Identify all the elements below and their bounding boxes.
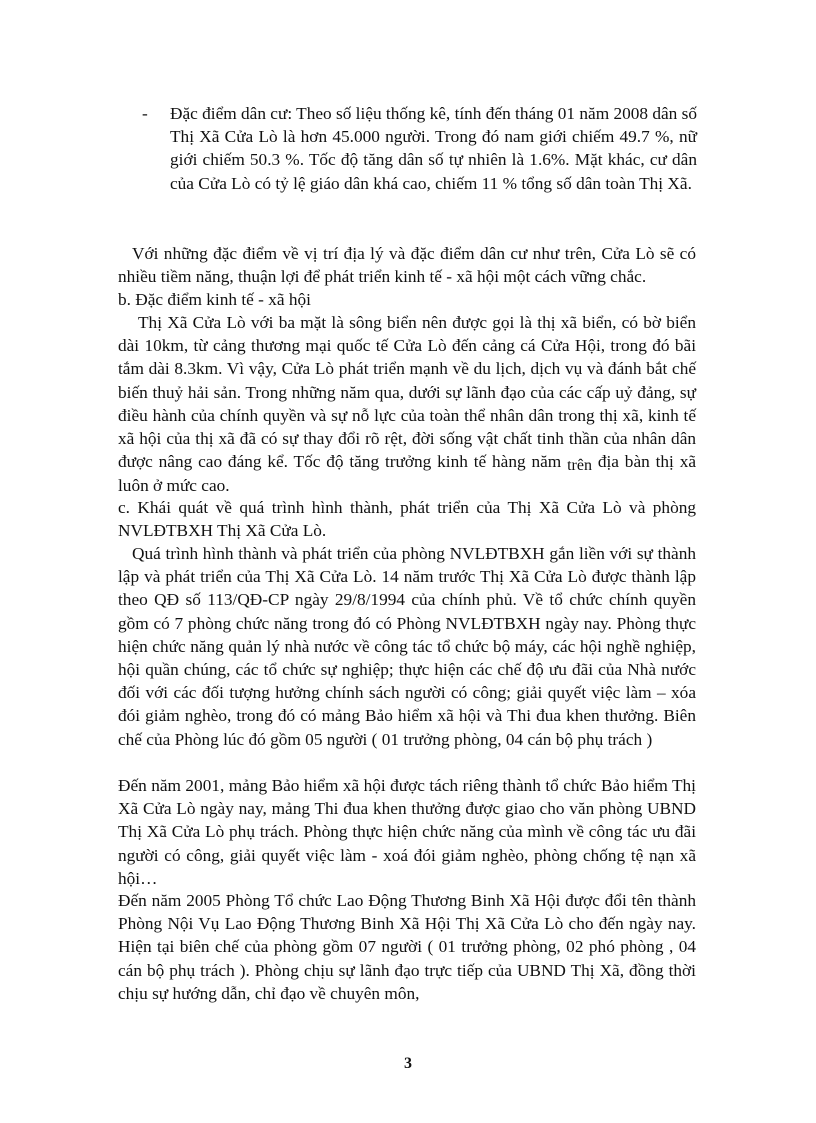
- section-heading-b: [118, 288, 696, 311]
- page-number: 3: [404, 1055, 412, 1072]
- paragraph-2001-text: Đến năm 2001, mảng Bảo hiểm xã hội được tách riêng thành tổ chức Bảo hiểm Thị Xã Cửa Lò ngày nay, mảng Thi đua khen thưởng được giao cho văn phòng UBND Thị Xã Cửa Lò phụ trách. Phòng thực hiện chức năng của mình về công tác ưu đãi người có công, giải quyết việc làm - xoá đói giảm nghèo, phòng chống tệ nạn xã hội…: [118, 776, 696, 888]
- paragraph-potential: [118, 242, 696, 288]
- heading-b-text: b. Đặc điểm kinh tế - xã hội: [118, 290, 311, 309]
- paragraph-history-text: Quá trình hình thành và phát triển của phòng NVLĐTBXH gắn liền với sự thành lập và phát triển của Thị Xã Cửa Lò. 14 năm trước Thị Xã Cửa Lò được thành lập theo QĐ số 113/QĐ-CP ngày 29/8/1994 của chính phủ. Về tổ chức chính quyền gồm có 7 phòng chức năng trong đó có Phòng NVLĐTBXH ngày nay. Phòng thực hiện chức năng quản lý nhà nước về công tác tổ chức bộ máy, các hội nghề nghiệp, hội quần chúng, các tổ chức sự nghiệp; thực hiện các chế độ ưu đãi của Nhà nước đối với các đối tượng hưởng chính sách người có công; giải quyết việc làm – xóa đói giảm nghèo, trong đó có mảng Bảo hiểm xã hội và Thi đua khen thưởng. Biên chế của Phòng lúc đó gồm 05 người ( 01 trưởng phòng, 04 cán bộ phụ trách ): [118, 544, 696, 749]
- paragraph-economy-main: Thị Xã Cửa Lò với ba mặt là sông biển nên được gọi là thị xã biển, có bờ biển dài 10km, từ cảng thương mại quốc tế Cửa Lò đến cảng cá Cửa Hội, trong đó bãi tắm dài 8.3km. Vì vậy, Cửa Lò phát triển mạnh về du lịch, dịch vụ và đánh bắt chế biến thuỷ hải sản. Trong những năm qua, dưới sự lãnh đạo của các cấp uỷ đảng, sự điều hành của chính quyền và sự nỗ lực của toàn thể nhân dân trong thị xã, kinh tế xã hội của thị xã đã có sự thay đổi rõ rệt, đời sống vật chất tinh thần của nhân dân được nâng cao đáng kể. Tốc độ tăng trưởng kinh tế hàng năm: [118, 313, 696, 472]
- paragraph-economy: [118, 311, 696, 498]
- bullet-marker: -: [142, 104, 148, 123]
- paragraph-2001: [118, 774, 696, 890]
- section-heading-c: [118, 496, 696, 542]
- bullet-item-population: [142, 102, 697, 195]
- paragraph-economy-text: [118, 311, 696, 498]
- bullet-text: Đặc điểm dân cư: Theo số liệu thống kê, tính đến tháng 01 năm 2008 dân số Thị Xã Cửa Lò là hơn 45.000 người. Trong đó nam giới chiếm 49.7 %, nữ giới chiếm 50.3 %. Tốc độ tăng dân số tự nhiên là 1.6%. Mặt khác, cư dân của Cửa Lò có tỷ lệ giáo dân khá cao, chiếm 11 % tổng số dân toàn Thị Xã.: [170, 104, 697, 193]
- paragraph-2005-text: Đến năm 2005 Phòng Tổ chức Lao Động Thương Binh Xã Hội được đổi tên thành Phòng Nội Vụ Lao Động Thương Binh Xã Hội Thị Xã Cửa Lò cho đến ngày nay. Hiện tại biên chế của phòng gồm 07 người ( 01 trưởng phòng, 02 phó phòng , 04 cán bộ phụ trách ). Phòng chịu sự lãnh đạo trực tiếp của UBND Thị Xã, đồng thời chịu sự hướng dẫn, chỉ đạo về chuyên môn,: [118, 891, 696, 1003]
- paragraph-economy-subscript: trên: [567, 457, 592, 475]
- paragraph-2005: [118, 889, 696, 1005]
- heading-c-text: c. Khái quát về quá trình hình thành, phát triển của Thị Xã Cửa Lò và phòng NVLĐTBXH Thị Xã Cửa Lò.: [118, 498, 696, 541]
- paragraph-history: [118, 542, 696, 751]
- paragraph-economy-end: địa bàn thị xã luôn ở mức cao.: [118, 452, 696, 496]
- paragraph-potential-text: Với những đặc điểm về vị trí địa lý và đặc điểm dân cư như trên, Cửa Lò sẽ có nhiều tiềm năng, thuận lợi để phát triển kinh tế - xã hội một cách vững chắc.: [118, 244, 696, 287]
